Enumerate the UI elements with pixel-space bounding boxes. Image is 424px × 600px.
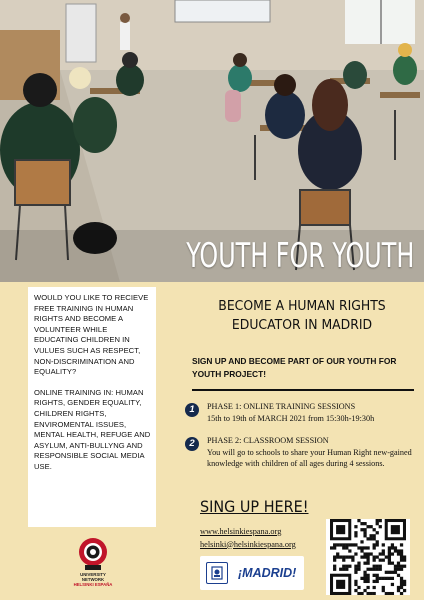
madrid-logo bbox=[200, 556, 304, 590]
signup-link[interactable]: SING UP HERE! bbox=[200, 497, 309, 516]
phase-1-title: PHASE 1: ONLINE TRAINING SESSIONS bbox=[207, 402, 356, 411]
headline: BECOME A HUMAN RIGHTS EDUCATOR IN MADRID bbox=[218, 298, 386, 333]
logo-line-2: NETWORK bbox=[81, 577, 105, 582]
info-box bbox=[28, 287, 156, 527]
email-link[interactable]: helsinki@helsinkiespana.org bbox=[200, 539, 296, 549]
phase-1-number-badge: 1 bbox=[185, 403, 199, 417]
website-link[interactable]: www.helsinkiespana.org bbox=[200, 527, 282, 536]
logo-line-1: UNIVERSITY bbox=[80, 572, 106, 577]
hero-photo bbox=[0, 0, 424, 282]
madrid-crest-icon bbox=[206, 562, 228, 584]
training-topics: ONLINE TRAINING IN: HUMAN RIGHTS, GENDER EQUALITY, CHILDREN RIGHTS, ENVIROMENTAL ISSUES, MENTAL HEALTH, REFUGE AND ASYLUM, ANTI-BULLYNG AND RESPONSIBLE SOCIAL MEDIA USE. bbox=[34, 387, 151, 471]
divider bbox=[192, 389, 414, 391]
qr-code[interactable] bbox=[326, 519, 410, 595]
phase-1-text: 15th to 19th of MARCH 2021 from 15:30h-19:30h bbox=[207, 413, 375, 423]
phase-2-number-badge: 2 bbox=[185, 437, 199, 451]
intro-question: WOULD YOU LIKE TO RECIEVE FREE TRAINING IN HUMAN RIGHTS AND BECOME A VOLUNTEER WHILE EDUCATING CHILDREN IN VULUES SUCH AS RESPECT, NON-DISCRIMINATION AND EQUALITY? bbox=[34, 293, 149, 377]
madrid-wordmark: ¡MADRID! bbox=[238, 566, 297, 580]
university-network-logo bbox=[66, 537, 120, 597]
phase-2 bbox=[185, 435, 417, 470]
phase-1 bbox=[185, 401, 417, 424]
phase-2-title: PHASE 2: CLASSROOM SESSION bbox=[207, 436, 329, 445]
helsinki-logo-icon bbox=[78, 537, 108, 571]
poster-title: YOUTH FOR YOUTH bbox=[186, 236, 414, 276]
logo-line-3: HELSINKI ESPAÑA bbox=[73, 582, 113, 587]
contact-links bbox=[200, 526, 296, 551]
phase-2-text: You will go to schools to share your Human Right new-gained knowledge with children of all ages during 4 sessions. bbox=[207, 447, 412, 468]
subheadline: SIGN UP AND BECOME PART OF OUR YOUTH FOR YOUTH PROJECT! bbox=[192, 356, 397, 379]
